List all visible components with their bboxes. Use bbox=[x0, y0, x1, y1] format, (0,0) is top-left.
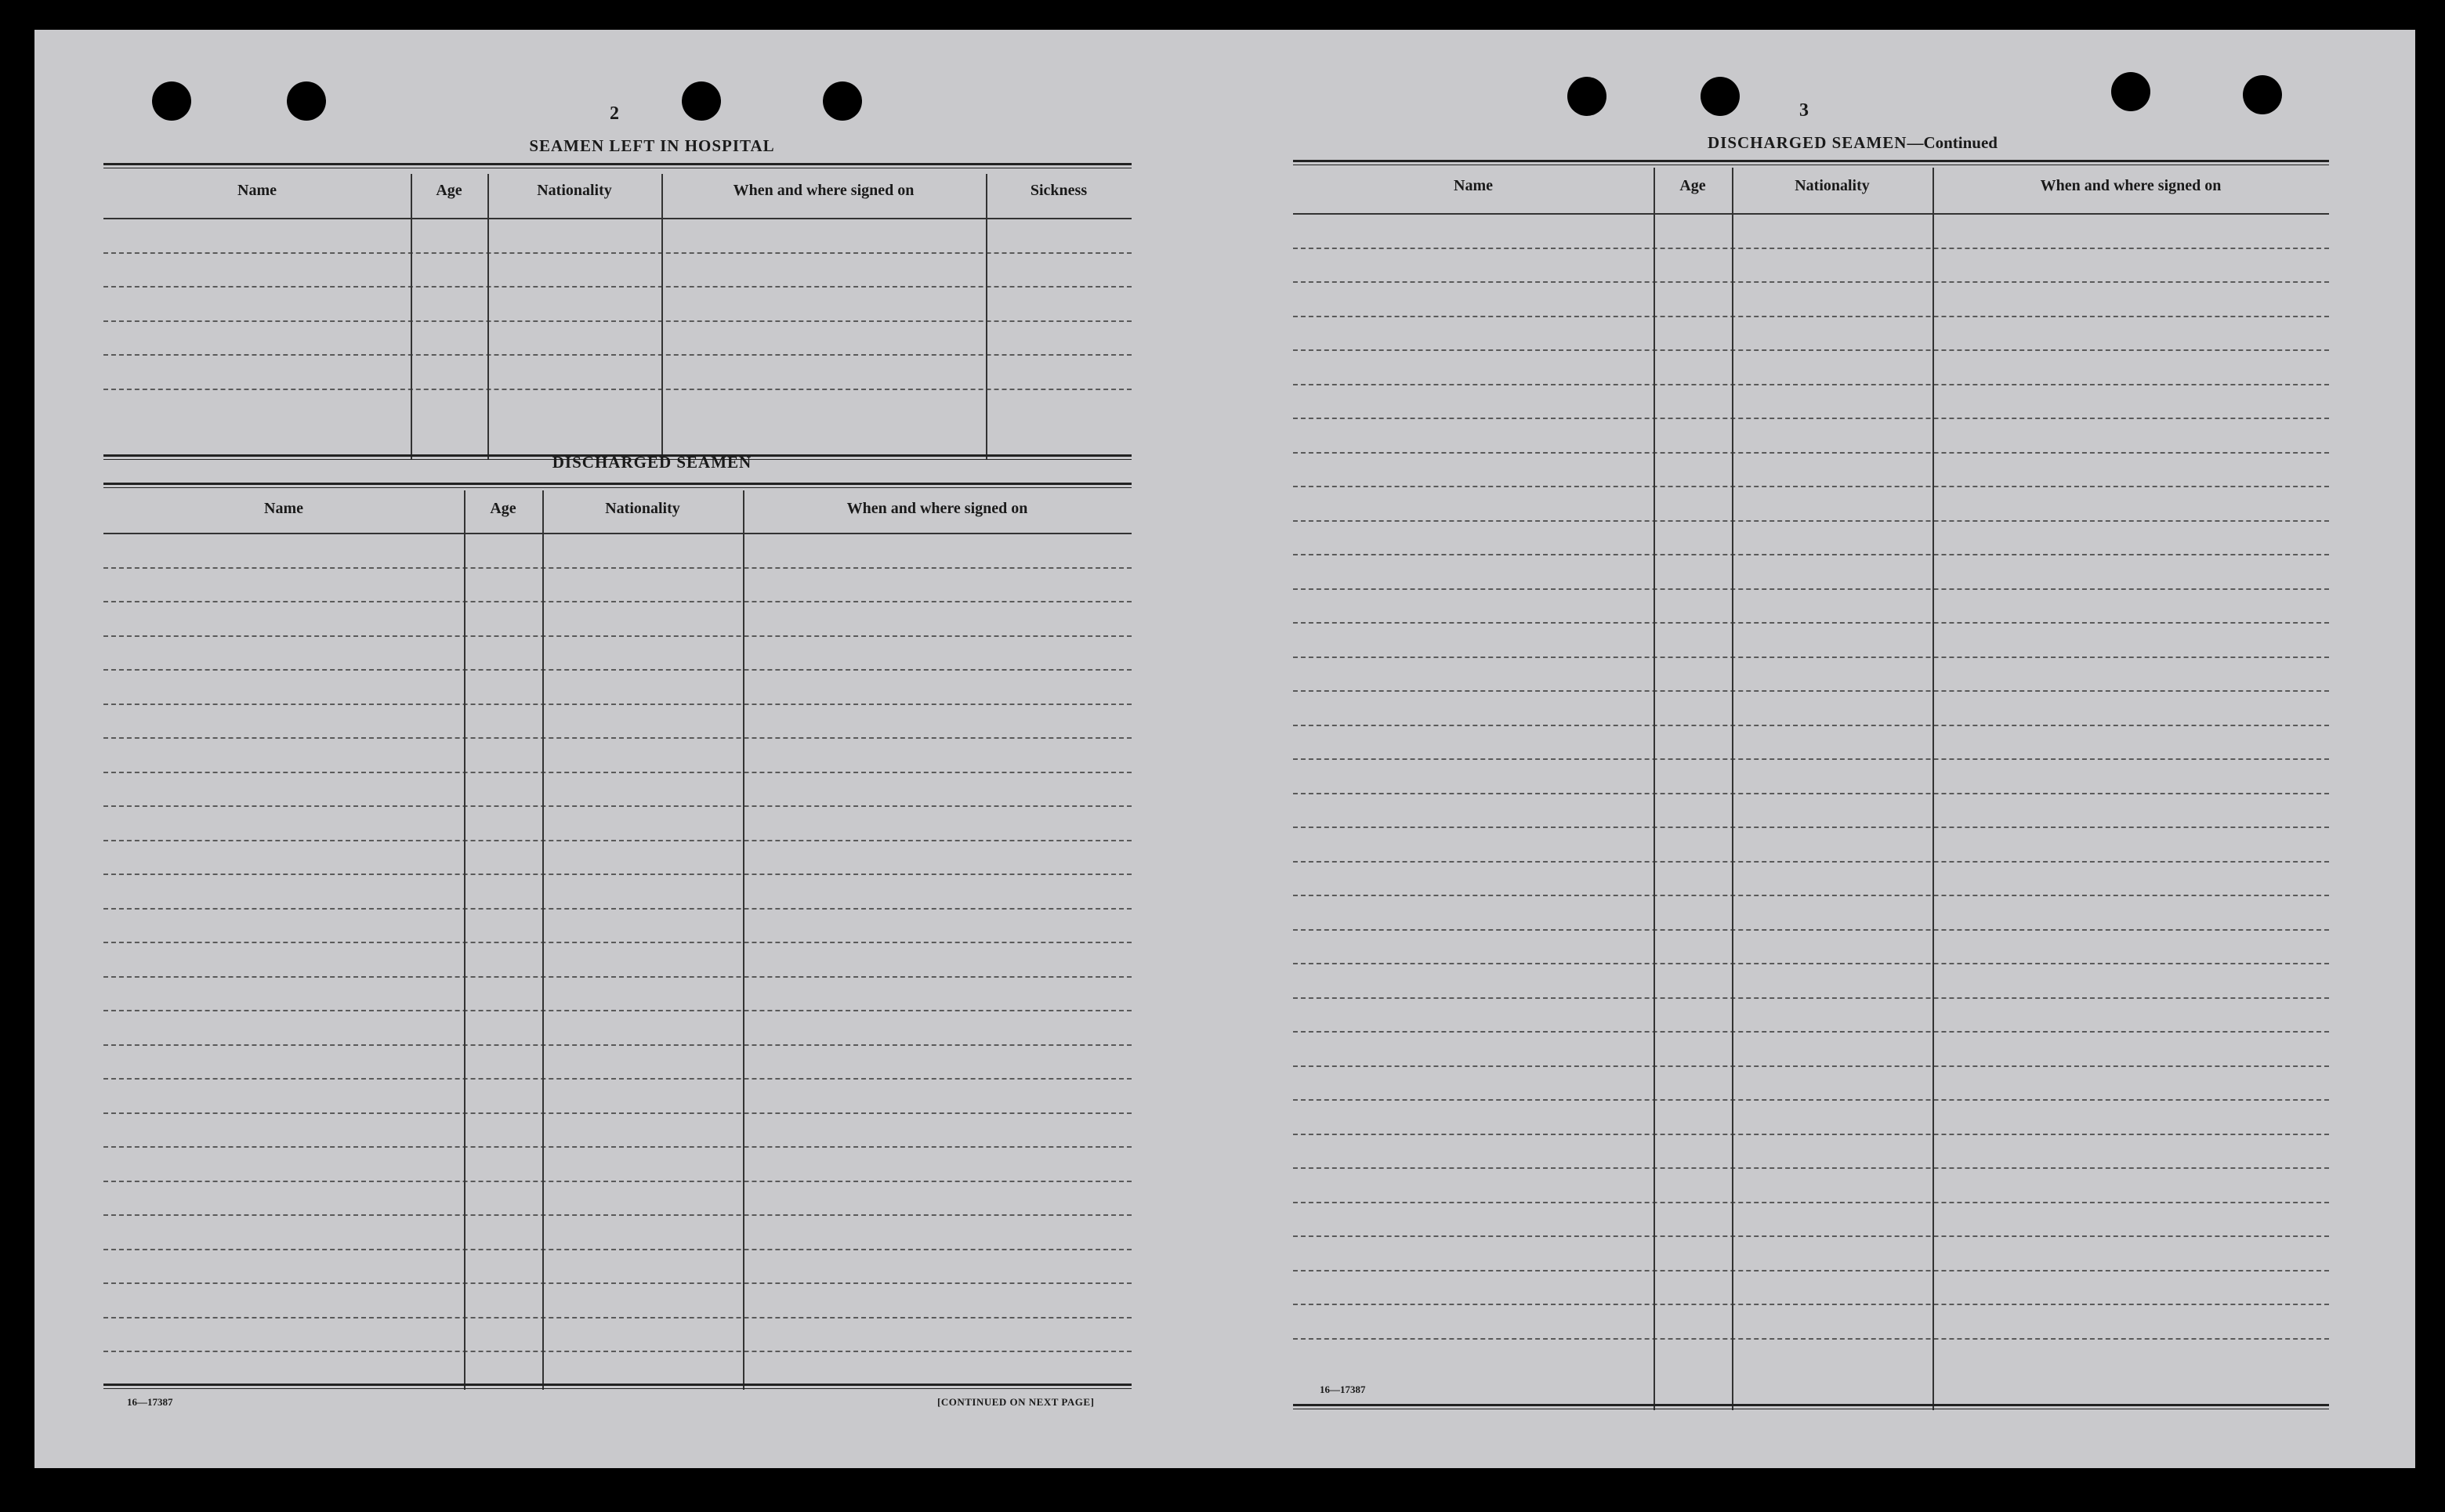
punch-hole bbox=[287, 81, 326, 121]
table-row bbox=[103, 534, 1132, 569]
col-header-age: Age bbox=[1679, 177, 1706, 194]
table-row bbox=[103, 1046, 1132, 1080]
table-row bbox=[1293, 760, 2329, 794]
form-number: 16—17387 bbox=[1320, 1384, 1366, 1395]
table-row bbox=[1293, 1033, 2329, 1067]
table-row bbox=[103, 1011, 1132, 1046]
punch-hole bbox=[682, 81, 721, 121]
table-row bbox=[103, 671, 1132, 705]
table-row bbox=[103, 322, 1132, 356]
table-row bbox=[1293, 863, 2329, 897]
punch-hole bbox=[152, 81, 191, 121]
table-row bbox=[103, 569, 1132, 603]
table-row bbox=[103, 1250, 1132, 1285]
table-row bbox=[1293, 1305, 2329, 1340]
table-row bbox=[1293, 964, 2329, 999]
table-row bbox=[1293, 828, 2329, 863]
col-header-signed-on: When and where signed on bbox=[846, 500, 1028, 517]
col-header-name: Name bbox=[237, 182, 277, 199]
document-sheet bbox=[34, 30, 2415, 1468]
table-row bbox=[103, 807, 1132, 841]
table-row bbox=[1293, 1067, 2329, 1101]
table-row bbox=[1293, 931, 2329, 965]
table-row bbox=[1293, 351, 2329, 385]
discharged-table bbox=[103, 483, 1132, 1390]
table-row bbox=[1293, 1237, 2329, 1271]
table-row bbox=[103, 637, 1132, 671]
table-row bbox=[1293, 590, 2329, 624]
table-row bbox=[103, 705, 1132, 740]
punch-hole bbox=[1567, 77, 1606, 116]
punch-hole bbox=[2111, 72, 2150, 111]
table-row bbox=[103, 875, 1132, 910]
title-main: DISCHARGED SEAMEN bbox=[1708, 133, 1907, 152]
continued-note: [CONTINUED ON NEXT PAGE] bbox=[937, 1396, 1095, 1408]
table-row bbox=[1293, 487, 2329, 522]
table-row bbox=[1293, 1135, 2329, 1170]
table-row bbox=[103, 1216, 1132, 1250]
table-row bbox=[103, 602, 1132, 637]
col-header-sickness: Sickness bbox=[1030, 182, 1088, 199]
table-row bbox=[1293, 385, 2329, 420]
table-row bbox=[103, 978, 1132, 1012]
table-row bbox=[103, 1284, 1132, 1318]
hospital-table bbox=[103, 163, 1132, 459]
col-header-age: Age bbox=[436, 182, 462, 199]
table-row bbox=[1293, 283, 2329, 317]
table-row bbox=[103, 910, 1132, 944]
table-row bbox=[103, 254, 1132, 288]
col-header-nationality: Nationality bbox=[537, 182, 612, 199]
punch-hole bbox=[2243, 75, 2282, 114]
table-row bbox=[1293, 1101, 2329, 1135]
table-row bbox=[1293, 1203, 2329, 1238]
table-row bbox=[1293, 624, 2329, 658]
table-row bbox=[1293, 658, 2329, 693]
table-row bbox=[103, 1318, 1132, 1353]
table-row bbox=[1293, 1169, 2329, 1203]
table-row bbox=[1293, 999, 2329, 1033]
form-number: 16—17387 bbox=[127, 1396, 173, 1408]
table-row bbox=[103, 390, 1132, 425]
page-number: 2 bbox=[610, 103, 619, 124]
punch-hole bbox=[823, 81, 862, 121]
table-row bbox=[1293, 794, 2329, 829]
table-row bbox=[103, 773, 1132, 808]
discharged-section-title: DISCHARGED SEAMEN bbox=[552, 453, 752, 472]
table-row bbox=[103, 841, 1132, 876]
table-row bbox=[1293, 555, 2329, 590]
table-row bbox=[103, 1182, 1132, 1217]
punch-hole bbox=[1701, 77, 1740, 116]
table-row bbox=[1293, 1340, 2329, 1374]
table-row bbox=[103, 1080, 1132, 1114]
table-row bbox=[103, 356, 1132, 390]
discharged-continued-table bbox=[1293, 160, 2329, 1410]
table-row bbox=[1293, 317, 2329, 352]
table-row bbox=[1293, 726, 2329, 761]
table-row bbox=[103, 943, 1132, 978]
table-row bbox=[1293, 1271, 2329, 1306]
table-row bbox=[1293, 896, 2329, 931]
col-header-nationality: Nationality bbox=[605, 500, 680, 517]
table-row bbox=[1293, 215, 2329, 249]
col-header-signed-on: When and where signed on bbox=[2040, 177, 2222, 194]
col-header-age: Age bbox=[490, 500, 516, 517]
page-number: 3 bbox=[1799, 100, 1809, 121]
table-row bbox=[103, 1352, 1132, 1387]
table-row bbox=[103, 219, 1132, 254]
table-row bbox=[1293, 692, 2329, 726]
table-row bbox=[1293, 419, 2329, 454]
col-header-nationality: Nationality bbox=[1795, 177, 1870, 194]
col-header-name: Name bbox=[1454, 177, 1493, 194]
title-suffix: —Continued bbox=[1907, 133, 1998, 152]
table-row bbox=[103, 739, 1132, 773]
table-row bbox=[103, 288, 1132, 322]
table-row bbox=[103, 1114, 1132, 1148]
hospital-section-title: SEAMEN LEFT IN HOSPITAL bbox=[529, 136, 775, 155]
table-row bbox=[103, 1148, 1132, 1182]
discharged-continued-title bbox=[1296, 133, 2409, 153]
col-header-signed-on: When and where signed on bbox=[733, 182, 915, 199]
table-row bbox=[1293, 454, 2329, 488]
col-header-name: Name bbox=[264, 500, 303, 517]
table-row bbox=[1293, 522, 2329, 556]
table-row bbox=[1293, 249, 2329, 284]
